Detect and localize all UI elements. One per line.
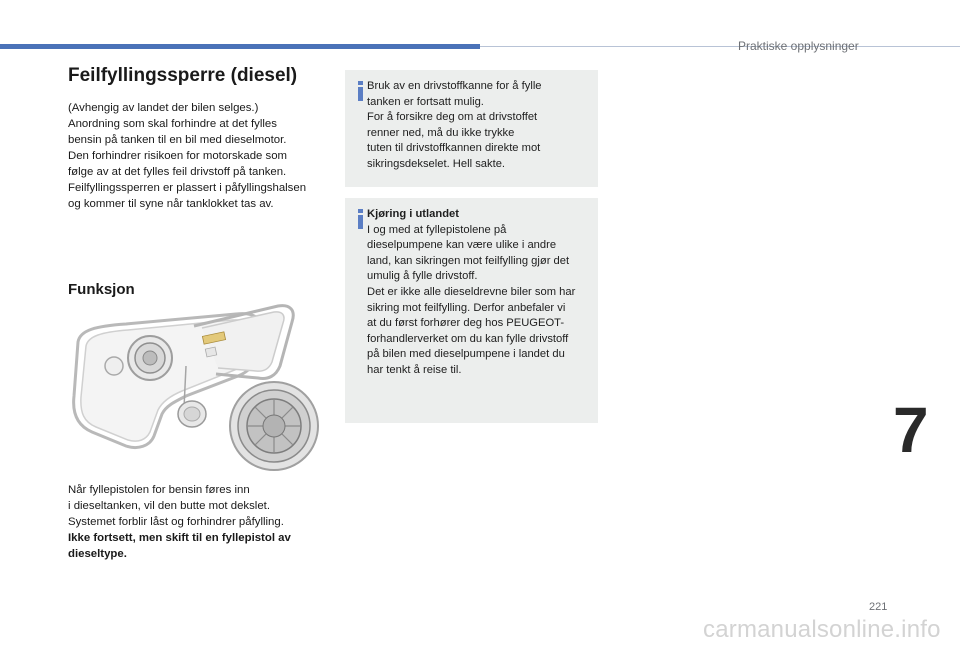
info-note-jerrycan xyxy=(345,70,598,187)
intro-line: (Avhengig av landet der bilen selges.) xyxy=(68,102,259,114)
note-line: land, kan sikringen mot feilfylling gjør det xyxy=(367,254,570,267)
intro-line: Den forhindrer risikoen for motorskade som xyxy=(68,150,288,162)
note-line: sikringsdekselet. Hell sakte. xyxy=(367,157,506,170)
note-line: dieselpumpene kan være ulike i andre xyxy=(367,239,557,252)
section-title: Praktiske opplysninger xyxy=(738,39,859,53)
header-accent-bar xyxy=(0,44,480,49)
intro-line: Feilfyllingssperren er plassert i påfyllingshalsen xyxy=(68,182,307,194)
note-line: umulig å fylle drivstoff. xyxy=(367,270,478,283)
note-line: tuten til drivstoffkannen direkte mot xyxy=(367,142,541,155)
note-heading: Kjøring i utlandet xyxy=(367,208,459,220)
intro-line: bensin på tanken til en bil med dieselmotor. xyxy=(68,134,287,146)
intro-line: og kommer til syne når tanklokket tas av. xyxy=(68,198,274,210)
note-line: For å forsikre deg om at drivstoffet xyxy=(367,111,538,124)
note-line: tanken er fortsatt mulig. xyxy=(367,95,484,108)
chapter-number: 7 xyxy=(893,394,929,466)
header-rule xyxy=(480,46,960,47)
note-line: renner ned, må du ikke trykke xyxy=(367,126,515,139)
note-line: på bilen med dieselpumpene i landet du xyxy=(367,348,565,361)
function-warning-line: dieseltype. xyxy=(68,548,127,560)
intro-line: Anordning som skal forhindre at det fylles xyxy=(68,118,277,130)
note-line: I og med at fyllepistolene på xyxy=(367,223,507,236)
note-line: sikring mot feilfylling. Derfor anbefaler vi xyxy=(367,301,566,314)
function-line: Systemet forblir låst og forhindrer påfylling. xyxy=(68,516,284,528)
note-line: har tenkt å reise til. xyxy=(367,363,462,376)
page-title: Feilfyllingssperre (diesel) xyxy=(68,65,298,86)
function-heading: Funksjon xyxy=(68,281,135,298)
function-warning-line: Ikke fortsett, men skift til en fyllepistol av xyxy=(68,532,291,544)
intro-paragraph xyxy=(68,100,338,212)
note-line: Bruk av en drivstoffkanne for å fylle xyxy=(367,80,542,92)
intro-line: følge av at det fylles feil drivstoff på tanken. xyxy=(68,166,287,178)
note-line: Det er ikke alle dieseldrevne biler som har xyxy=(367,285,576,298)
function-line: Når fyllepistolen for bensin føres inn xyxy=(68,484,250,496)
function-text xyxy=(68,482,338,562)
note-line: at du først forhører deg hos PEUGEOT- xyxy=(367,317,565,330)
page-number: 221 xyxy=(869,601,888,613)
fuel-filler-illustration xyxy=(66,296,328,474)
watermark: carmanualsonline.info xyxy=(703,616,941,643)
note-line: forhandlerverket om du kan fylle drivstoff xyxy=(367,332,569,345)
function-line: i dieseltanken, vil den butte mot dekslet. xyxy=(68,500,270,512)
info-note-abroad xyxy=(345,198,598,423)
